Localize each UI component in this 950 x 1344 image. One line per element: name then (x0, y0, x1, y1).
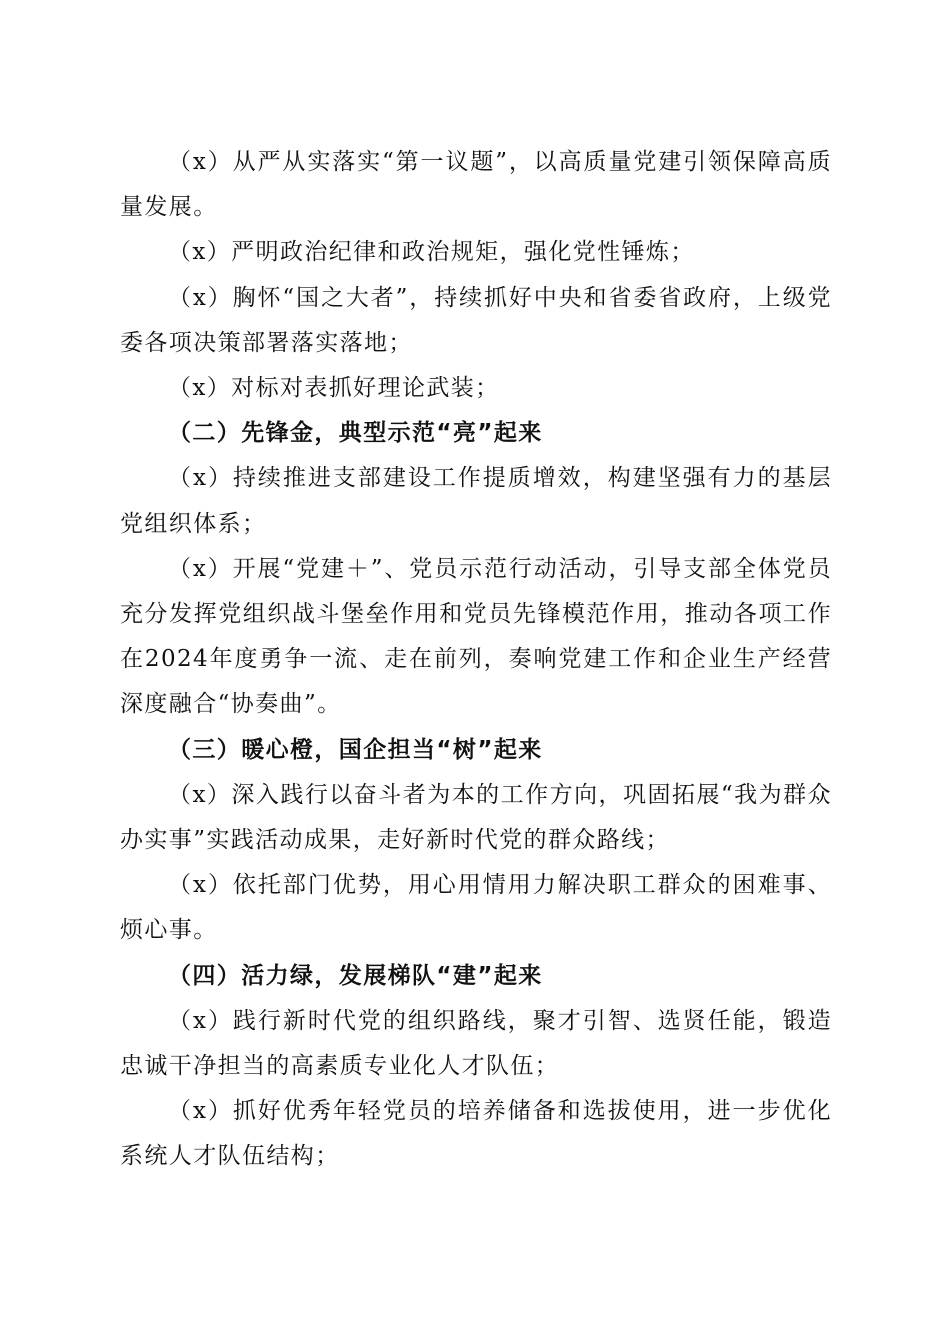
section-heading: （二）先锋金，典型示范“亮”起来 (168, 420, 543, 447)
section-heading: （四）活力绿，发展梯队“建”起来 (168, 962, 543, 989)
paragraph-item: （x）严明政治纪律和政治规矩，强化党性锤炼； (168, 239, 695, 266)
section-heading: （三）暖心橙，国企担当“树”起来 (168, 736, 543, 763)
paragraph-item: （x）持续推进支部建设工作提质增效，构建坚强有力的基层党组织体系； (120, 465, 832, 537)
document-body (120, 140, 832, 1180)
paragraph-item: （x）开展“党建＋”、党员示范行动活动，引导支部全体党员充分发挥党组织战斗堡垒作用和党员先锋模范作用，推动各项工作在2024年度勇争一流、走在前列，奏响党建工作和企业生产经营深度融合“协奏曲”。 (120, 555, 832, 718)
paragraph-item: （x）对标对表抓好理论武装； (168, 375, 500, 402)
paragraph-item: （x）深入践行以奋斗者为本的工作方向，巩固拓展“我为群众办实事”实践活动成果，走好新时代党的群众路线； (120, 781, 832, 854)
paragraph-item: （x）依托部门优势，用心用情用力解决职工群众的困难事、烦心事。 (120, 872, 832, 944)
paragraph-item: （x）胸怀“国之大者”，持续抓好中央和省委省政府，上级党委各项决策部署落实落地； (120, 284, 832, 356)
paragraph-item: （x）践行新时代党的组织路线，聚才引智、选贤任能，锻造忠诚干净担当的高素质专业化人才队伍； (120, 1007, 832, 1080)
paragraph-item: （x）抓好优秀年轻党员的培养储备和选拔使用，进一步优化系统人才队伍结构； (120, 1098, 832, 1170)
paragraph-item: （x）从严从实落实“第一议题”，以高质量党建引领保障高质量发展。 (120, 149, 832, 221)
